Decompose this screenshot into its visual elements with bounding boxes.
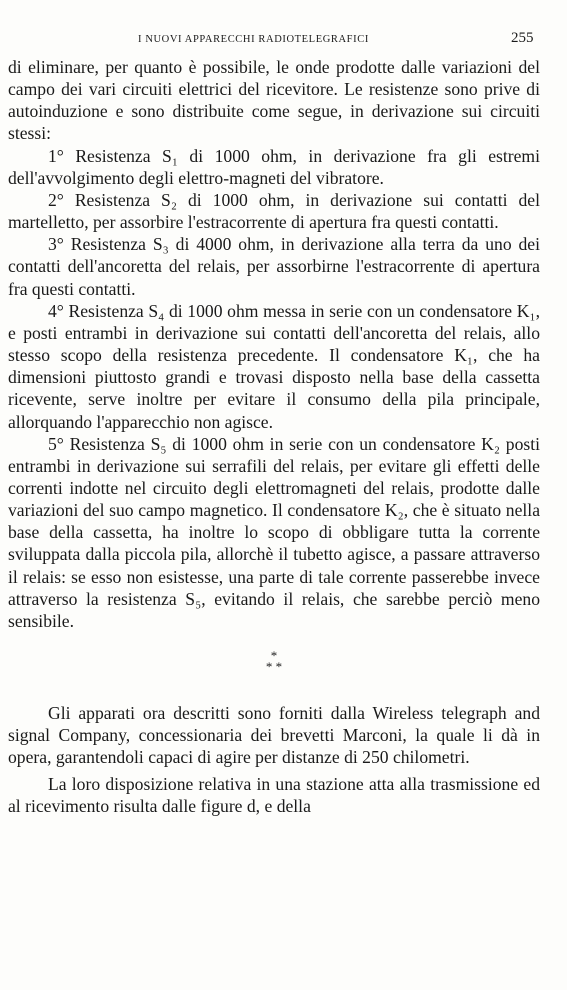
running-title: I NUOVI APPARECCHI RADIOTELEGRAFICI bbox=[138, 34, 369, 45]
body-text bbox=[8, 56, 540, 817]
paragraph-resistenza-1: 1° Resistenza S₁ di 1000 ohm, in derivazione fra gli estremi dell'avvolgimento degli elettro-magneti del vibratore. bbox=[8, 145, 540, 188]
page-number: 255 bbox=[511, 30, 534, 46]
paragraph-disposizione: La loro disposizione relativa in una stazione atta alla trasmissione ed al ricevimento risulta dalle figure d, e della bbox=[8, 773, 540, 816]
paragraph-intro: di eliminare, per quanto è possibile, le onde prodotte dalle variazioni del campo dei vari circuiti elettrici del ricevitore. Le resistenze sono prive di autoinduzione e sono distribuite come segue, in derivazione sui circuiti stessi: bbox=[8, 57, 540, 144]
paragraph-resistenza-5: 5° Resistenza S₅ di 1000 ohm in serie con un condensatore K₂ posti entrambi in derivazione sui serrafili del relais, per evitare gli effetti delle correnti indotte nel circuito degli elettromagneti del relais, prodotte dalle variazioni del suo campo magnetico. Il condensatore K₂, che è situato nella base della cassetta, ha inoltre lo scopo di obbligare tutta la corrente sviluppata dalla piccola pila, allorchè il tubetto agisce, a passare attraverso il relais: se esso non esistesse, una parte di tale corrente passerebbe invece attraverso la resistenza S₅, evitando il relais, che sarebbe perciò meno sensibile. bbox=[8, 433, 540, 631]
asterism: * * * bbox=[265, 648, 283, 675]
paragraph-resistenza-4: 4° Resistenza S₄ di 1000 ohm messa in serie con un condensatore K₁, e posti entrambi in derivazione sui contatti dell'ancoretta del relais, allo stesso scopo della resistenza precedente. Il condensatore K₁, che ha dimensioni piuttosto grandi e trovasi disposto nella base della cassetta ricevente, serve inoltre per evitare il consumo della pila principale, allorquando l'apparecchio non agisce. bbox=[8, 300, 540, 432]
page-header bbox=[0, 30, 567, 50]
paragraph-apparati: Gli apparati ora descritti sono forniti dalla Wireless telegraph and signal Company, concessionaria dei brevetti Marconi, la quale li dà in opera, garantendoli capaci di agire per distanze di 250 chilometri. bbox=[8, 703, 540, 768]
section-separator bbox=[8, 640, 540, 692]
paragraph-resistenza-3: 3° Resistenza S₃ di 4000 ohm, in derivazione alla terra da uno dei contatti dell'ancoretta del relais, per assorbirne l'estracorrente di apertura fra questi contatti. bbox=[8, 234, 540, 299]
paragraph-resistenza-2: 2° Resistenza S₂ di 1000 ohm, in derivazione sui contatti del martelletto, per assorbire l'estracorrente di apertura fra questi contatti. bbox=[8, 189, 540, 233]
